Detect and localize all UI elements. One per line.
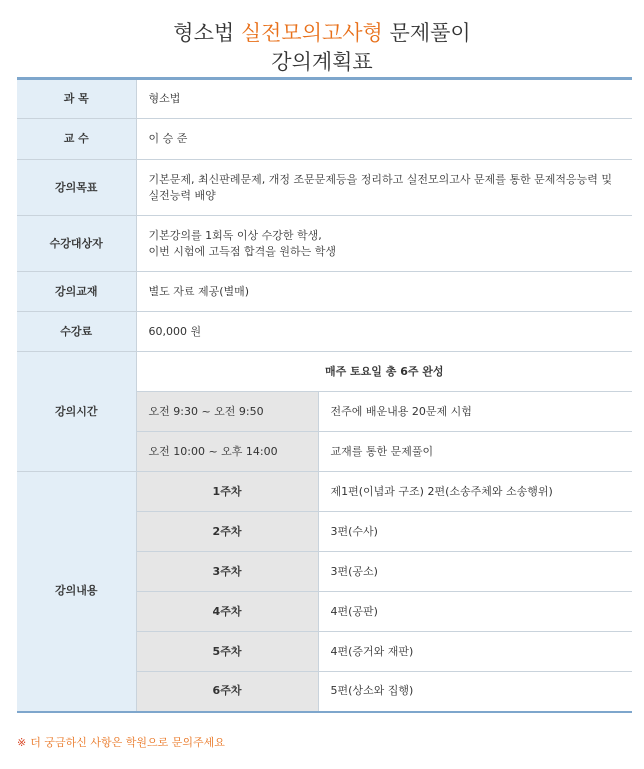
week-label: 2주차	[136, 512, 318, 552]
schedule-summary: 매주 토요일 총 6주 완성	[136, 352, 632, 392]
footer-note	[17, 734, 225, 750]
lecture-plan-table	[17, 77, 632, 713]
schedule-label: 강의시간	[17, 352, 136, 472]
row-textbook	[17, 272, 632, 312]
goal-value: 기본문제, 최신판례문제, 개정 조문문제등을 정리하고 실전모의고사 문제를 통한 문제적응능력 및 실전능력 배양	[136, 160, 632, 216]
footer-note-text: 더 궁금하신 사항은 학원으로 문의주세요	[30, 736, 225, 749]
week-label: 4주차	[136, 592, 318, 632]
title-prefix: 형소법	[173, 21, 241, 45]
week-topic: 4편(증거와 재판)	[318, 632, 632, 672]
week-topic: 3편(수사)	[318, 512, 632, 552]
target-line-1: 기본강의를 1회독 이상 수강한 학생,	[148, 228, 322, 242]
week-topic: 5편(상소와 집행)	[318, 672, 632, 712]
week-row	[17, 472, 632, 512]
fee-label: 수강료	[17, 312, 136, 352]
schedule-slot-desc: 교재를 통한 문제풀이	[318, 432, 632, 472]
row-schedule-summary	[17, 352, 632, 392]
professor-label: 교 수	[17, 119, 136, 160]
week-label: 6주차	[136, 672, 318, 712]
row-target	[17, 216, 632, 272]
textbook-value: 별도 자료 제공(별매)	[136, 272, 632, 312]
page-title	[0, 19, 644, 47]
target-line-2: 이번 시험에 고득점 합격을 원하는 학생	[148, 244, 336, 258]
row-goal	[17, 160, 632, 216]
title-suffix: 문제풀이	[382, 21, 471, 45]
goal-label: 강의목표	[17, 160, 136, 216]
week-topic: 제1편(이념과 구조) 2편(소송주체와 소송행위)	[318, 472, 632, 512]
week-label: 5주차	[136, 632, 318, 672]
content-label: 강의내용	[17, 472, 136, 712]
page-subtitle: 강의계획표	[271, 50, 373, 74]
schedule-slot-desc: 전주에 배운내용 20문제 시험	[318, 392, 632, 432]
fee-value: 60,000 원	[136, 312, 632, 352]
week-label: 1주차	[136, 472, 318, 512]
row-fee	[17, 312, 632, 352]
week-label: 3주차	[136, 552, 318, 592]
title-accent: 실전모의고사형	[240, 21, 383, 45]
target-label: 수강대상자	[17, 216, 136, 272]
star-icon: ※	[17, 736, 27, 749]
subject-value: 형소법	[136, 79, 632, 119]
professor-value: 이 승 준	[136, 119, 632, 160]
week-topic: 4편(공판)	[318, 592, 632, 632]
row-professor	[17, 119, 632, 160]
subject-label: 과 목	[17, 79, 136, 119]
schedule-slot-time: 오전 10:00 ~ 오후 14:00	[136, 432, 318, 472]
target-value	[136, 216, 632, 272]
week-topic: 3편(공소)	[318, 552, 632, 592]
textbook-label: 강의교재	[17, 272, 136, 312]
row-subject	[17, 79, 632, 119]
schedule-slot-time: 오전 9:30 ~ 오전 9:50	[136, 392, 318, 432]
